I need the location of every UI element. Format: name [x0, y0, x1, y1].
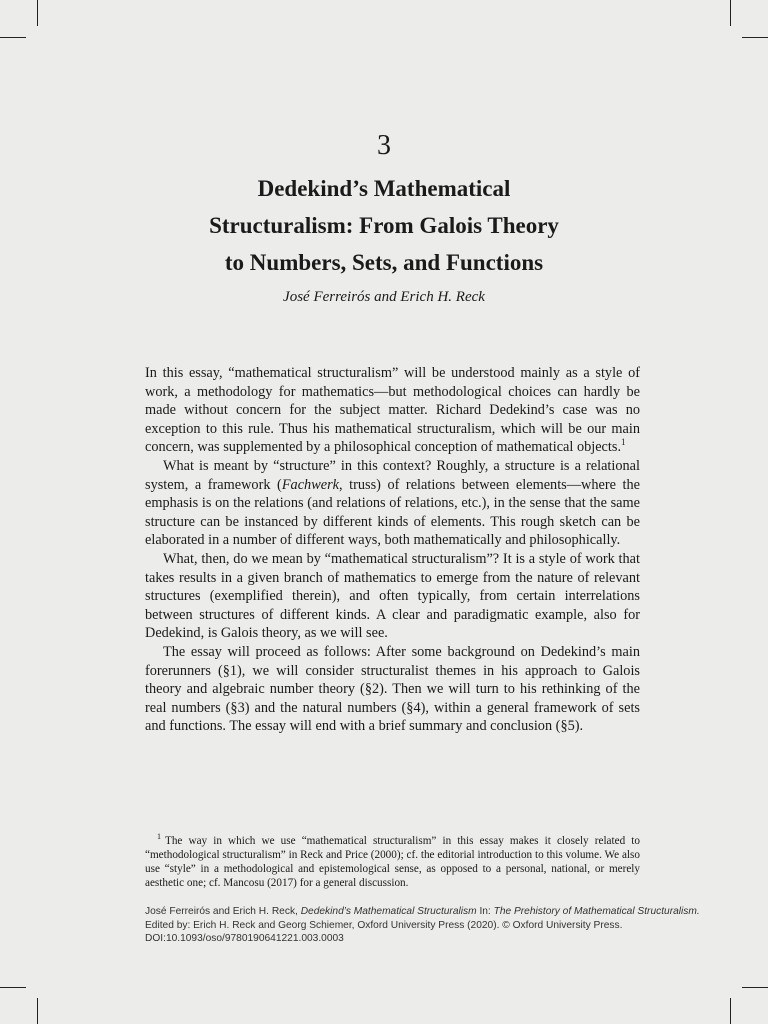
- paragraph-1: [145, 364, 640, 457]
- paragraph-2: [145, 457, 640, 550]
- crop-mark-top-left-horizontal: [0, 37, 26, 38]
- paragraph-2-after: , truss) of relations between elements—where the emphasis is on the relations (and relations of relations, etc.), in the sense that the same structure can be instanced by different kinds of elements. This rough sketch can be elaborated in a number of different ways, both mathematically and philosophically.: [145, 476, 640, 549]
- crop-mark-bottom-right-vertical: [730, 998, 731, 1024]
- chapter-title-line-1: Dedekind’s Mathematical: [257, 176, 511, 201]
- chapter-title: [0, 170, 768, 281]
- citation-chapter-title: Dedekind’s Mathematical Structuralism: [300, 906, 477, 917]
- paragraph-2-before: What is meant by “structure” in this context? Roughly, a structure is a relational system, a framework (: [145, 457, 640, 493]
- crop-mark-bottom-right-horizontal: [742, 987, 768, 988]
- citation-line-2: Edited by: Erich H. Reck and Georg Schiemer, Oxford University Press (2020). © Oxford University Press.: [145, 919, 623, 931]
- paragraph-1-text: In this essay, “mathematical structuralism” will be understood mainly as a style of work, a methodology for mathematics—but methodological choices can hardly be made without concern for the subject matter. Richard Dedekind’s case was no exception to this rule. Thus his mathematical structuralism, which will be our main concern, was supplemented by a philosophical conception of mathematical objects.: [145, 365, 640, 456]
- chapter-authors: José Ferreirós and Erich H. Reck: [283, 289, 485, 305]
- footnote-1: [145, 834, 640, 890]
- paragraph-4: The essay will proceed as follows: After some background on Dedekind’s main forerunners (§1), we will consider structuralist themes in his approach to Galois theory and algebraic number theory (§2). Then we will turn to his rethinking of the real numbers (§3) and the natural numbers (§4), within a general framework of sets and functions. The essay will end with a brief summary and conclusion (§5).: [145, 643, 640, 735]
- footnote-text: The way in which we use “mathematical structuralism” in this essay makes it closely related to “methodological structuralism” in Reck and Price (2000); cf. the editorial introduction to this volume. We also use “style” in a methodological and epistemological sense, as opposed to a personal, national, or merely aesthetic one; cf. Mancosu (2017) for a general discussion.: [145, 835, 640, 889]
- footnote-reference[interactable]: 1: [621, 437, 626, 448]
- body-text: [145, 364, 640, 736]
- chapter-number: 3: [377, 130, 391, 161]
- chapter-title-line-2: Structuralism: From Galois Theory: [209, 213, 559, 238]
- paragraph-3: What, then, do we mean by “mathematical structuralism”? It is a style of work that takes results in a given branch of mathematics to emerge from the nature of relevant structures (exemplified therein), and often typically, from certain interrelations between structures of different kinds. A clear and paradigmatic example, also for Dedekind, is Galois theory, as we will see.: [145, 550, 640, 642]
- citation-line-1: [145, 905, 700, 919]
- citation-book-title: The Prehistory of Mathematical Structuralism.: [493, 906, 700, 917]
- chapter-title-line-3: to Numbers, Sets, and Functions: [224, 250, 544, 275]
- crop-mark-top-right-horizontal: [742, 37, 768, 38]
- paragraph-2-italic: Fachwerk: [281, 476, 339, 493]
- crop-mark-bottom-left-horizontal: [0, 987, 26, 988]
- citation-doi[interactable]: DOI:10.1093/oso/9780190641221.003.0003: [145, 933, 344, 944]
- citation-block: [145, 905, 700, 946]
- crop-mark-top-left-vertical: [37, 0, 38, 26]
- citation-authors: José Ferreirós and Erich H. Reck,: [145, 906, 301, 917]
- crop-mark-top-right-vertical: [730, 0, 731, 26]
- crop-mark-bottom-left-vertical: [37, 998, 38, 1024]
- citation-in-label: In:: [476, 906, 494, 917]
- footnote-mark: 1: [157, 832, 161, 842]
